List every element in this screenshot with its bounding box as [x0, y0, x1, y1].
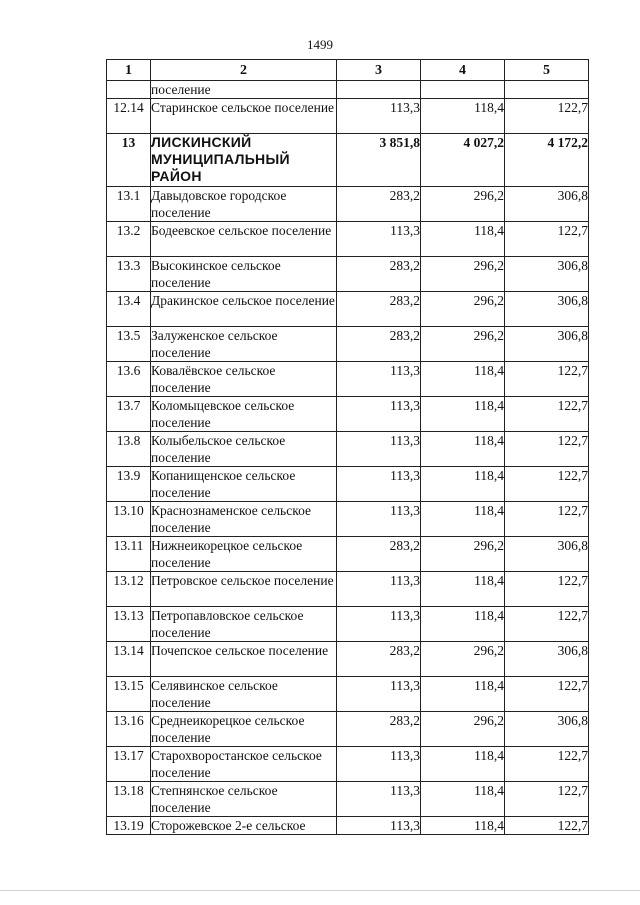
- value-col-3: 113,3: [337, 677, 421, 712]
- row-name: Ковалёвское сельское поселение: [151, 362, 337, 397]
- table-row: [107, 607, 589, 642]
- table-row: [107, 817, 589, 835]
- value-col-5: 122,7: [505, 362, 589, 397]
- table-row: [107, 99, 589, 134]
- value-col-3: 283,2: [337, 712, 421, 747]
- row-name: поселение: [151, 81, 337, 99]
- value-col-3: 113,3: [337, 222, 421, 257]
- row-number: 13.11: [107, 537, 151, 572]
- value-col-4: 118,4: [421, 747, 505, 782]
- value-col-3: 113,3: [337, 397, 421, 432]
- value-col-5: 306,8: [505, 327, 589, 362]
- row-number: 13.19: [107, 817, 151, 835]
- value-col-5: 306,8: [505, 712, 589, 747]
- value-col-4: 296,2: [421, 187, 505, 222]
- row-name: Сторожевское 2-е сельское: [151, 817, 337, 835]
- table-row: [107, 432, 589, 467]
- value-col-3: 113,3: [337, 817, 421, 835]
- row-number: 13.9: [107, 467, 151, 502]
- row-name: Старохворостанское сельское поселение: [151, 747, 337, 782]
- value-col-3: 113,3: [337, 467, 421, 502]
- value-col-5: 122,7: [505, 502, 589, 537]
- row-name: Залуженское сельское поселение: [151, 327, 337, 362]
- row-name: Почепское сельское поселение: [151, 642, 337, 677]
- table-row: [107, 397, 589, 432]
- value-col-5: 122,7: [505, 817, 589, 835]
- value-col-5: 122,7: [505, 222, 589, 257]
- row-name: Высокинское сельское поселение: [151, 257, 337, 292]
- table-row: [107, 187, 589, 222]
- table-row: [107, 572, 589, 607]
- table-row: [107, 782, 589, 817]
- table-row: [107, 537, 589, 572]
- value-col-4: 118,4: [421, 572, 505, 607]
- table-row: [107, 747, 589, 782]
- row-number: 13.7: [107, 397, 151, 432]
- row-name: Степнянское сельское поселение: [151, 782, 337, 817]
- row-number: 13: [107, 134, 151, 187]
- row-number: 13.1: [107, 187, 151, 222]
- value-col-3: 113,3: [337, 502, 421, 537]
- value-col-4: 118,4: [421, 782, 505, 817]
- row-number: 13.3: [107, 257, 151, 292]
- row-number: 13.17: [107, 747, 151, 782]
- row-number: 13.16: [107, 712, 151, 747]
- value-col-4: 118,4: [421, 432, 505, 467]
- value-col-5: 122,7: [505, 607, 589, 642]
- row-name: Старинское сельское поселение: [151, 99, 337, 134]
- table-row: [107, 327, 589, 362]
- value-col-4: 118,4: [421, 607, 505, 642]
- value-col-3: 283,2: [337, 292, 421, 327]
- table-row: [107, 292, 589, 327]
- row-name: ЛИСКИНСКИЙ МУНИЦИПАЛЬНЫЙ РАЙОН: [151, 134, 337, 187]
- value-col-3: 113,3: [337, 747, 421, 782]
- row-number: 13.6: [107, 362, 151, 397]
- row-name: Петровское сельское поселение: [151, 572, 337, 607]
- table-row: [107, 642, 589, 677]
- table-header-row: [107, 60, 589, 81]
- table-row: [107, 502, 589, 537]
- value-col-5: 306,8: [505, 537, 589, 572]
- table-row: [107, 677, 589, 712]
- page-divider: [0, 890, 640, 891]
- value-col-4: 118,4: [421, 467, 505, 502]
- value-col-3: 283,2: [337, 327, 421, 362]
- value-col-3: 3 851,8: [337, 134, 421, 187]
- value-col-4: 118,4: [421, 99, 505, 134]
- value-col-4: 296,2: [421, 257, 505, 292]
- value-col-3: 113,3: [337, 432, 421, 467]
- value-col-5: 122,7: [505, 782, 589, 817]
- budget-table: [106, 59, 589, 835]
- row-name: Петропавловское сельское поселение: [151, 607, 337, 642]
- row-number: 13.5: [107, 327, 151, 362]
- value-col-5: 122,7: [505, 99, 589, 134]
- row-number: 13.4: [107, 292, 151, 327]
- value-col-3: 283,2: [337, 257, 421, 292]
- value-col-5: 122,7: [505, 572, 589, 607]
- value-col-5: 306,8: [505, 257, 589, 292]
- value-col-5: 122,7: [505, 432, 589, 467]
- column-header: 1: [107, 60, 151, 81]
- column-header: 4: [421, 60, 505, 81]
- value-col-3: 283,2: [337, 187, 421, 222]
- row-name: Краснознаменское сельское поселение: [151, 502, 337, 537]
- value-col-5: 122,7: [505, 747, 589, 782]
- row-name: Колыбельское сельское поселение: [151, 432, 337, 467]
- row-name: Нижнеикорецкое сельское поселение: [151, 537, 337, 572]
- value-col-5: 122,7: [505, 467, 589, 502]
- value-col-5: 122,7: [505, 677, 589, 712]
- value-col-4: 296,2: [421, 292, 505, 327]
- value-col-3: 113,3: [337, 782, 421, 817]
- row-number: 13.18: [107, 782, 151, 817]
- value-col-3: 283,2: [337, 537, 421, 572]
- table-row: [107, 134, 589, 187]
- row-name: Бодеевское сельское поселение: [151, 222, 337, 257]
- value-col-4: 118,4: [421, 362, 505, 397]
- row-number: 13.15: [107, 677, 151, 712]
- value-col-4: 118,4: [421, 677, 505, 712]
- value-col-4: 4 027,2: [421, 134, 505, 187]
- column-header: 2: [151, 60, 337, 81]
- table-row: [107, 362, 589, 397]
- row-name: Коломыцевское сельское поселение: [151, 397, 337, 432]
- value-col-3: 113,3: [337, 362, 421, 397]
- row-name: Дракинское сельское поселение: [151, 292, 337, 327]
- value-col-5: 306,8: [505, 292, 589, 327]
- table-row: [107, 222, 589, 257]
- value-col-5: 122,7: [505, 397, 589, 432]
- column-header: 3: [337, 60, 421, 81]
- value-col-4: 296,2: [421, 642, 505, 677]
- row-number: 13.8: [107, 432, 151, 467]
- row-name: Селявинское сельское поселение: [151, 677, 337, 712]
- value-col-4: 296,2: [421, 712, 505, 747]
- column-header: 5: [505, 60, 589, 81]
- value-col-4: 118,4: [421, 502, 505, 537]
- value-col-5: 306,8: [505, 187, 589, 222]
- row-number: 13.10: [107, 502, 151, 537]
- table-body: [107, 81, 589, 835]
- value-col-5: 306,8: [505, 642, 589, 677]
- table-row: [107, 467, 589, 502]
- row-name: Давыдовское городское поселение: [151, 187, 337, 222]
- continuation-row: [107, 81, 589, 99]
- value-col-3: 113,3: [337, 572, 421, 607]
- value-col-3: 113,3: [337, 607, 421, 642]
- row-number: 12.14: [107, 99, 151, 134]
- table-row: [107, 257, 589, 292]
- value-col-4: 118,4: [421, 222, 505, 257]
- value-col-4: 118,4: [421, 817, 505, 835]
- value-col-5: 4 172,2: [505, 134, 589, 187]
- row-name: Среднеикорецкое сельское поселение: [151, 712, 337, 747]
- value-col-4: 296,2: [421, 537, 505, 572]
- value-col-4: 118,4: [421, 397, 505, 432]
- row-name: Копанищенское сельское поселение: [151, 467, 337, 502]
- row-number: 13.14: [107, 642, 151, 677]
- row-number: 13.12: [107, 572, 151, 607]
- row-number: [107, 81, 151, 99]
- row-number: 13.2: [107, 222, 151, 257]
- value-col-3: 283,2: [337, 642, 421, 677]
- table-row: [107, 712, 589, 747]
- value-col-4: 296,2: [421, 327, 505, 362]
- page-number: 1499: [307, 37, 333, 52]
- value-col-3: 113,3: [337, 99, 421, 134]
- row-number: 13.13: [107, 607, 151, 642]
